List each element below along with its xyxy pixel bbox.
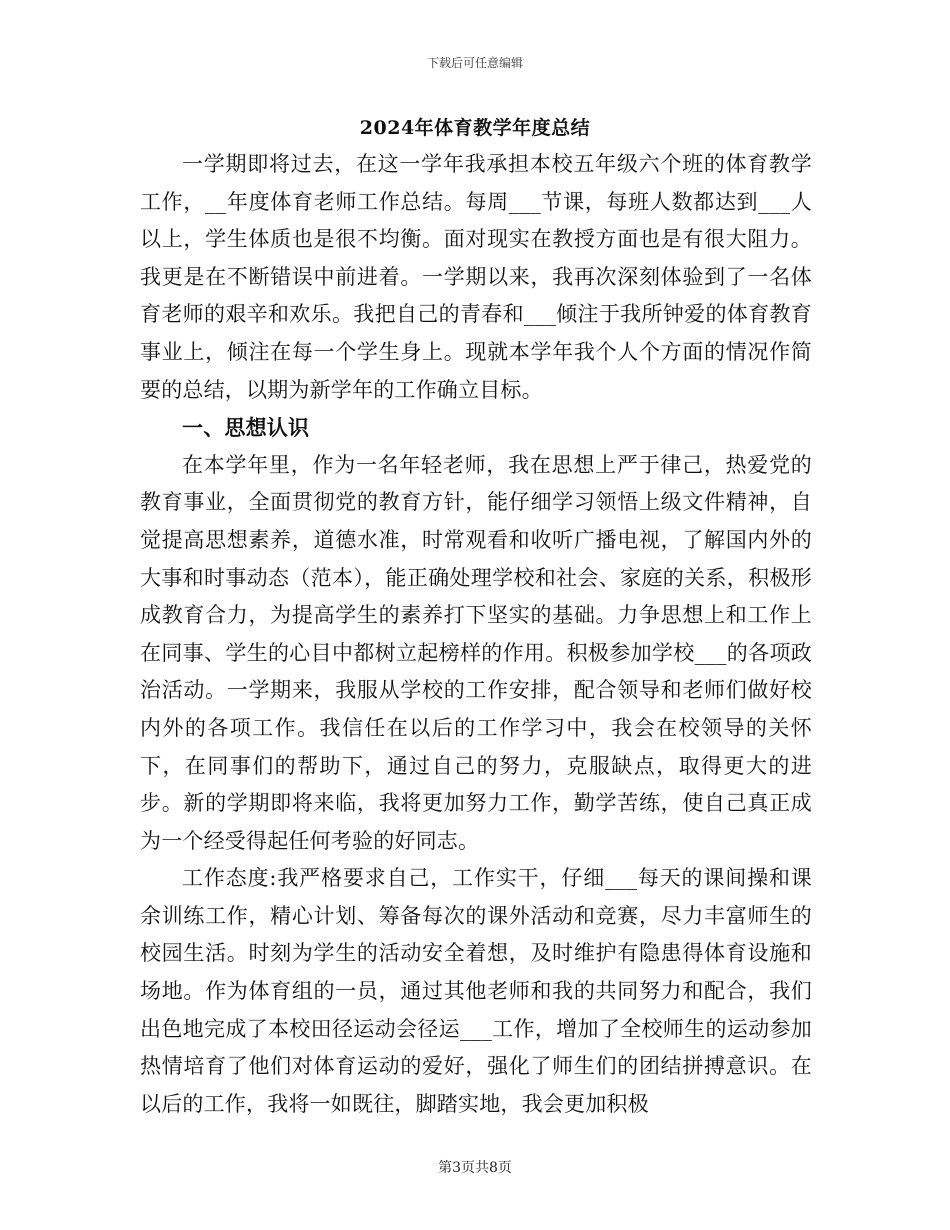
document-title: 2024年体育教学年度总结 <box>359 117 591 139</box>
paragraph-attitude: 工作态度:我严格要求自己，工作实干，仔细___每天的课间操和课余训练工作，精心计划、筹备每次的课外活动和竞赛，尽力丰富师生的校园生活。时刻为学生的活动安全着想，及时维护有隐患得体育设施和场地。作为体育组的一员，通过其他老师和我的共同努力和配合，我们出色地完成了本校田径运动会径运___工作，增加了全校师生的运动参加热情培育了他们对体育运动的爱好，强化了师生们的团结拼搏意识。在以后的工作，我将一如既往，脚踏实地，我会更加积极 <box>140 866 812 1116</box>
paragraph-intro: 一学期即将过去，在这一学年我承担本校五年级六个班的体育教学工作，__年度体育老师工作总结。每周___节课，每班人数都达到___人以上，学生体质也是很不均衡。面对现实在教授方面也是有很大阻力。我更是在不断错误中前进着。一学期以来，我再次深刻体验到了一名体育老师的艰辛和欢乐。我把自己的青春和___倾注于我所钟爱的体育教育事业上，倾注在每一个学生身上。现就本学年我个人个方面的情况作简要的总结，以期为新学年的工作确立目标。 <box>140 152 812 402</box>
section-heading: 一、思想认识 <box>182 415 310 441</box>
page-number: 第3页共8页 <box>438 1160 512 1176</box>
header-note: 下载后可任意编辑 <box>426 56 523 70</box>
document-body <box>140 146 812 1123</box>
paragraph-thought: 在本学年里，作为一名年轻老师，我在思想上严于律己，热爱党的教育事业，全面贯彻党的教育方针，能仔细学习领悟上级文件精神，自觉提高思想素养，道德水准，时常观看和收听广播电视，了解国内外的大事和时事动态（范本），能正确处理学校和社会、家庭的关系，积极形成教育合力，为提高学生的素养打下坚实的基础。力争思想上和工作上在同事、学生的心目中都树立起榜样的作用。积极参加学校___的各项政治活动。一学期来，我服从学校的工作安排，配合领导和老师们做好校内外的各项工作。我信任在以后的工作学习中，我会在校领导的关怀下，在同事们的帮助下，通过自己的努力，克服缺点，取得更大的进步。新的学期即将来临，我将更加努力工作，勤学苦练，使自己真正成为一个经受得起任何考验的好同志。 <box>140 452 812 853</box>
